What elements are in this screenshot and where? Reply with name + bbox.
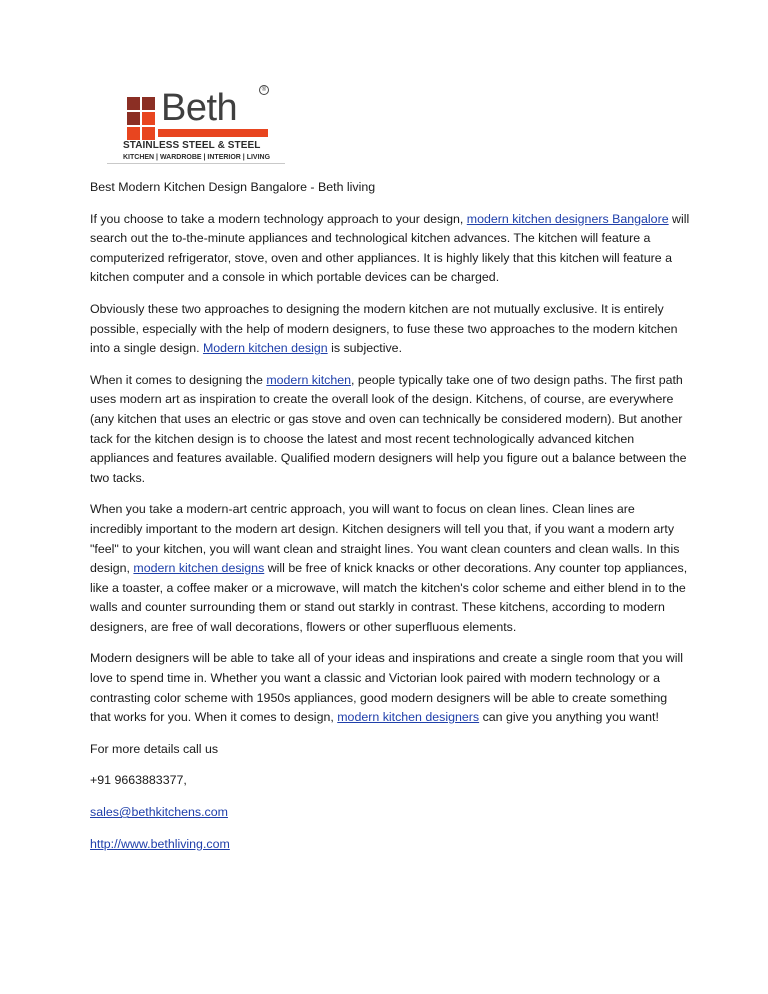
paragraph-1 (90, 210, 690, 288)
text: , people typically take one of two design paths. The first path uses modern art as inspiration to create the overall look of the design. Kitchens, of course, are everywhere (any kitchen that uses an electric or gas stove and oven can technically be considered modern). But another tack for the kitchen design is to choose the latest and most recent technologically advanced kitchen appliances and features available. Qualified modern designers will help you figure out a balance between the two tacks. (90, 372, 687, 485)
logo-square (142, 127, 155, 140)
text: When it comes to designing the (90, 372, 267, 387)
text: If you choose to take a modern technology approach to your design, (90, 211, 467, 226)
link-modern-kitchen[interactable]: modern kitchen (266, 372, 352, 387)
logo-square (127, 112, 140, 125)
logo-square (142, 112, 155, 125)
text: When you take a modern-art centric approach, you will want to focus on clean lines. Clean lines are incredibly important to the modern art design. Kitchen designers will tell you that, if you want a modern arty "feel" to your kitchen, you will want clean and straight lines. You want clean counters and clean walls. In this design, (90, 502, 680, 576)
contact-email (90, 803, 690, 823)
registered-mark: ® (259, 85, 269, 95)
paragraph-2 (90, 300, 690, 359)
paragraph-3 (90, 371, 690, 489)
text: can give you anything you want! (479, 710, 659, 725)
doc-title: Best Modern Kitchen Design Bangalore - Beth living (90, 180, 376, 194)
logo-square (142, 97, 155, 110)
email-link[interactable]: sales@bethkitchens.com (90, 805, 228, 820)
link-modern-kitchen-designs[interactable]: modern kitchen designs (133, 561, 265, 576)
logo-wordmark: Beth (161, 87, 238, 129)
logo-square (127, 97, 140, 110)
logo-square (127, 127, 140, 140)
website-link[interactable]: http://www.bethliving.com (90, 836, 230, 851)
paragraph-5 (90, 649, 690, 727)
link-modern-kitchen-design[interactable]: Modern kitchen design (202, 341, 328, 356)
text: is subjective. (327, 341, 403, 356)
contact-website (90, 835, 690, 855)
document-body (90, 178, 690, 866)
text: will be free of knick knacks or other decorations. Any counter top appliances, like a toaster, a coffee maker or a microwave, will match the kitchen's color scheme and either blend in to the walls and counter surrounding them or stand out starkly in contrast. These kitchens, according to modern designers, are free of wall decorations, flowers or other superfluous elements. (90, 561, 688, 634)
text: Modern designers will be able to take all of your ideas and inspirations and create a single room that you will love to spend time in. Whether you want a classic and Victorian look paired with modern technology or a contrasting color scheme with 1950s appliances, good modern designers will be able to create something that works for you. When it comes to design, (90, 651, 684, 725)
text: Obviously these two approaches to designing the modern kitchen are not mutually exclusive. It is entirely possible, especially with the help of modern designers, to fuse these two approaches to the modern kitchen into a single design. (90, 301, 678, 356)
logo-divider (107, 163, 285, 164)
contact-phone: +91 9663883377, (90, 773, 187, 788)
logo-bar (158, 129, 268, 137)
link-modern-kitchen-designers-bangalore[interactable]: modern kitchen designers Bangalore (466, 211, 669, 226)
link-modern-kitchen-designers[interactable]: modern kitchen designers (337, 710, 480, 725)
paragraph-4 (90, 500, 690, 637)
contact-intro: For more details call us (90, 741, 219, 756)
text: will search out the to-the-minute appliances and technological kitchen advances. The kitchen will feature a computerized refrigerator, stove, oven and other appliances. It is highly likely that this kitchen will feature a kitchen computer and a console in which portable devices can be charged. (90, 211, 690, 285)
logo-tagline: STAINLESS STEEL & STEEL (123, 140, 261, 151)
beth-logo (107, 84, 289, 166)
logo-categories: KITCHEN | WARDROBE | INTERIOR | LIVING (123, 154, 271, 161)
